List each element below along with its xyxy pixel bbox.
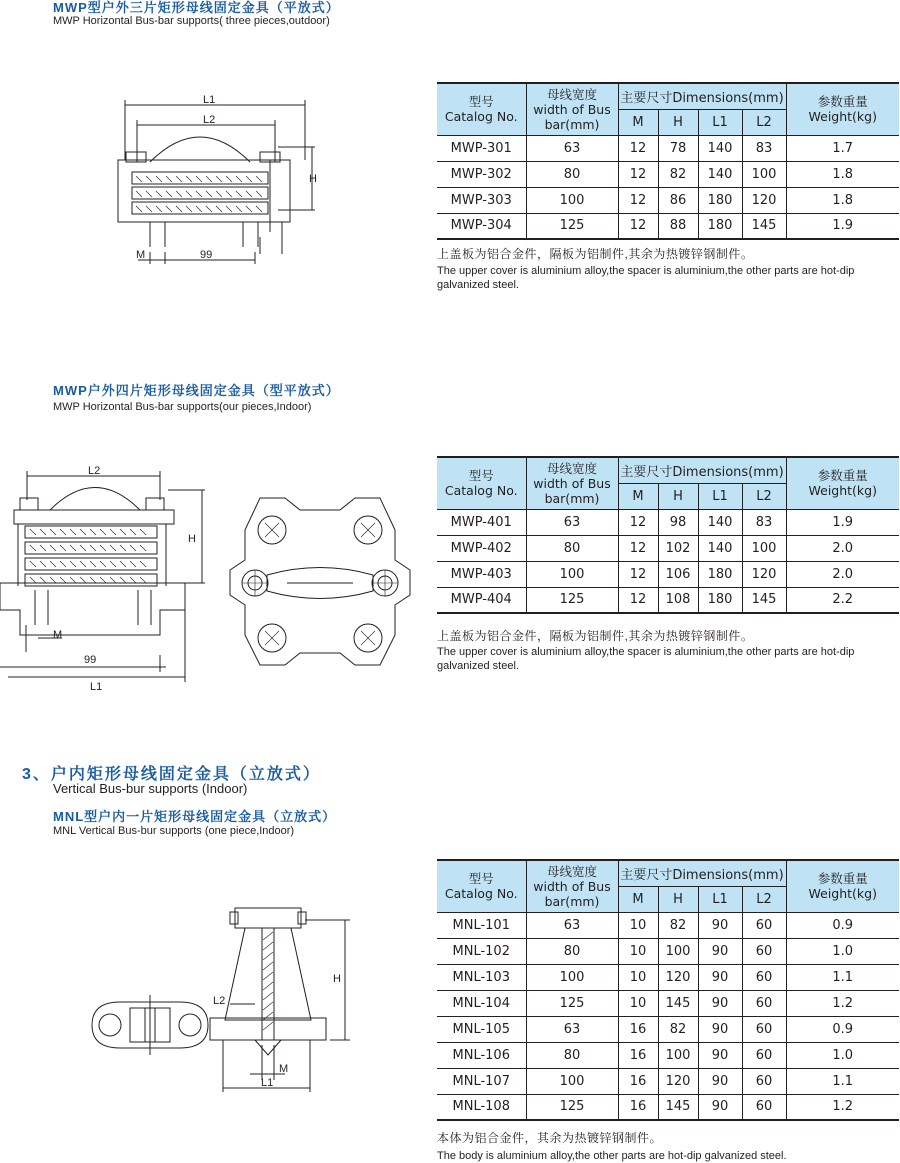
table-cell: 125	[526, 990, 618, 1016]
table-cell: 90	[698, 938, 742, 964]
section3-title-en: MNL Vertical Bus-bur supports (one piece,Indoor)	[53, 825, 295, 837]
table-cell: 1.8	[786, 187, 899, 213]
table-cell: 100	[526, 187, 618, 213]
table-cell: 80	[526, 535, 618, 561]
s2-dim-m: M	[53, 629, 63, 641]
table-cell: 90	[698, 912, 742, 938]
section2-title-cn: MWP户外四片矩形母线固定金具（型平放式）	[53, 383, 340, 398]
hdr-l2: L2	[742, 483, 786, 509]
section2-spec-table	[437, 456, 899, 614]
table-cell: 90	[698, 1094, 742, 1120]
table-row	[437, 964, 899, 990]
hdr-h: H	[658, 886, 698, 912]
section3-heading-en: Vertical Bus-bur supports (Indoor)	[53, 781, 248, 796]
hdr-dimensions: 主要尺寸Dimensions(mm)	[618, 83, 786, 109]
table-row	[437, 509, 899, 535]
table-cell: 80	[526, 1042, 618, 1068]
table-cell: MNL-106	[437, 1042, 526, 1068]
hdr-l2: L2	[742, 109, 786, 135]
table-row	[437, 161, 899, 187]
table-cell: 63	[526, 135, 618, 161]
hdr-dimensions: 主要尺寸Dimensions(mm)	[618, 457, 786, 483]
table-cell: 1.9	[786, 509, 899, 535]
table-cell: 1.2	[786, 1094, 899, 1120]
table-cell: 16	[618, 1094, 658, 1120]
section2-side-drawing	[0, 460, 215, 695]
hdr-catalog: 型号 Catalog No.	[437, 457, 526, 509]
table-cell: 12	[618, 561, 658, 587]
table-cell: 16	[618, 1068, 658, 1094]
table-cell: 80	[526, 161, 618, 187]
table-cell: 83	[742, 509, 786, 535]
table-cell: MWP-403	[437, 561, 526, 587]
table-cell: 10	[618, 938, 658, 964]
s1-dim-m: M	[136, 249, 146, 261]
table-cell: 60	[742, 938, 786, 964]
s2-dim-h: H	[188, 533, 196, 545]
hdr-l1: L1	[698, 109, 742, 135]
section1-note-cn: 上盖板为铝合金件，隔板为铝制件,其余为热镀锌钢制件。	[437, 247, 754, 261]
hdr-m: M	[618, 483, 658, 509]
table-row	[437, 561, 899, 587]
s1-dim-99: 99	[200, 249, 213, 261]
hdr-dimensions: 主要尺寸Dimensions(mm)	[618, 860, 786, 886]
table-cell: 12	[618, 187, 658, 213]
hdr-width: 母线宽度 width of Bus bar(mm)	[526, 860, 618, 912]
s3-dim-l1: L1	[261, 1077, 274, 1089]
table-cell: MNL-101	[437, 912, 526, 938]
table-cell: 108	[658, 587, 698, 613]
table-cell: 145	[658, 990, 698, 1016]
table-cell: MWP-301	[437, 135, 526, 161]
table-cell: 125	[526, 587, 618, 613]
table-cell: 180	[698, 587, 742, 613]
section2-note-en: The upper cover is aluminium alloy,the spacer is aluminium,the other parts are hot-dip galvanized steel.	[437, 646, 855, 672]
hdr-l1: L1	[698, 483, 742, 509]
table-cell: 2.0	[786, 561, 899, 587]
section3-heading-cn: 3、户内矩形母线固定金具（立放式）	[22, 766, 321, 783]
table-cell: 140	[698, 509, 742, 535]
table-cell: 100	[658, 1042, 698, 1068]
table-cell: 12	[618, 213, 658, 239]
table-cell: 2.2	[786, 587, 899, 613]
table-cell: 145	[742, 587, 786, 613]
table-cell: 10	[618, 964, 658, 990]
s3-dim-h: H	[333, 973, 341, 985]
table-cell: 125	[526, 1094, 618, 1120]
table-cell: MWP-302	[437, 161, 526, 187]
table-cell: 1.8	[786, 161, 899, 187]
table-cell: 82	[658, 161, 698, 187]
table-cell: MNL-108	[437, 1094, 526, 1120]
hdr-m: M	[618, 886, 658, 912]
s2-dim-l1: L1	[90, 681, 103, 693]
table-cell: 88	[658, 213, 698, 239]
section1-title-cn: MWP型户外三片矩形母线固定金具（平放式）	[53, 0, 340, 15]
table-cell: 83	[742, 135, 786, 161]
table-cell: 120	[742, 187, 786, 213]
s2-dim-99: 99	[84, 654, 97, 666]
table-cell: 2.0	[786, 535, 899, 561]
table-cell: 10	[618, 912, 658, 938]
table-cell: 12	[618, 509, 658, 535]
table-cell: MWP-303	[437, 187, 526, 213]
table-cell: 98	[658, 509, 698, 535]
table-cell: 60	[742, 1016, 786, 1042]
table-cell: 86	[658, 187, 698, 213]
table-cell: 145	[742, 213, 786, 239]
table-cell: 63	[526, 1016, 618, 1042]
table-cell: 60	[742, 990, 786, 1016]
table-cell: 78	[658, 135, 698, 161]
table-cell: MWP-401	[437, 509, 526, 535]
s2-dim-l2: L2	[88, 465, 101, 477]
table-cell: MWP-402	[437, 535, 526, 561]
section3-top-drawing	[90, 990, 210, 1060]
table-cell: 60	[742, 1042, 786, 1068]
table-cell: MWP-404	[437, 587, 526, 613]
section3-note-cn: 本体为铝合金件，其余为热镀锌钢制件。	[437, 1131, 663, 1145]
table-cell: 180	[698, 187, 742, 213]
table-cell: 1.7	[786, 135, 899, 161]
table-cell: 100	[526, 964, 618, 990]
table-cell: 82	[658, 912, 698, 938]
table-row	[437, 535, 899, 561]
section3-side-drawing	[205, 900, 355, 1098]
table-cell: 80	[526, 938, 618, 964]
table-cell: 106	[658, 561, 698, 587]
table-cell: 12	[618, 135, 658, 161]
table-cell: 12	[618, 535, 658, 561]
table-cell: 100	[742, 535, 786, 561]
table-cell: MNL-103	[437, 964, 526, 990]
table-cell: 0.9	[786, 912, 899, 938]
table-cell: MNL-107	[437, 1068, 526, 1094]
hdr-width: 母线宽度 width of Bus bar(mm)	[526, 83, 618, 135]
s1-dim-l2: L2	[203, 114, 216, 126]
table-row	[437, 213, 899, 239]
hdr-h: H	[658, 483, 698, 509]
table-cell: 90	[698, 1016, 742, 1042]
table-cell: 90	[698, 990, 742, 1016]
section1-drawing	[110, 92, 330, 268]
table-cell: 60	[742, 1068, 786, 1094]
hdr-catalog: 型号 Catalog No.	[437, 83, 526, 135]
table-row	[437, 587, 899, 613]
table-cell: 1.0	[786, 1042, 899, 1068]
table-cell: 0.9	[786, 1016, 899, 1042]
table-cell: 1.1	[786, 1068, 899, 1094]
table-row	[437, 990, 899, 1016]
table-cell: 12	[618, 161, 658, 187]
table-row	[437, 1068, 899, 1094]
table-row	[437, 135, 899, 161]
table-cell: 120	[658, 1068, 698, 1094]
table-row	[437, 1016, 899, 1042]
table-cell: 10	[618, 990, 658, 1016]
table-cell: 100	[526, 561, 618, 587]
section2-note-cn: 上盖板为铝合金件，隔板为铝制件,其余为热镀锌钢制件。	[437, 629, 754, 643]
section1-title-en: MWP Horizontal Bus-bar supports( three pieces,outdoor)	[53, 15, 330, 27]
hdr-weight: 参数重量 Weight(kg)	[786, 860, 899, 912]
table-cell: 100	[658, 938, 698, 964]
table-cell: 60	[742, 1094, 786, 1120]
hdr-weight: 参数重量 Weight(kg)	[786, 83, 899, 135]
table-cell: 125	[526, 213, 618, 239]
section3-spec-table	[437, 859, 899, 1121]
table-cell: 82	[658, 1016, 698, 1042]
table-cell: 140	[698, 135, 742, 161]
hdr-catalog: 型号 Catalog No.	[437, 860, 526, 912]
table-cell: 1.2	[786, 990, 899, 1016]
s3-dim-m: M	[279, 1063, 289, 1075]
s3-dim-l2: L2	[213, 995, 226, 1007]
table-cell: 16	[618, 1042, 658, 1068]
table-cell: 90	[698, 964, 742, 990]
s1-dim-l1: L1	[203, 94, 216, 106]
section2-title-en: MWP Horizontal Bus-bar supports(our pieces,Indoor)	[53, 401, 312, 413]
table-row	[437, 938, 899, 964]
table-row	[437, 1042, 899, 1068]
table-row	[437, 1094, 899, 1120]
table-cell: MWP-304	[437, 213, 526, 239]
table-cell: 16	[618, 1016, 658, 1042]
table-cell: 12	[618, 587, 658, 613]
table-cell: MNL-104	[437, 990, 526, 1016]
table-cell: 1.1	[786, 964, 899, 990]
table-cell: 60	[742, 912, 786, 938]
table-cell: 120	[658, 964, 698, 990]
table-cell: 180	[698, 213, 742, 239]
table-cell: MNL-105	[437, 1016, 526, 1042]
table-cell: 1.0	[786, 938, 899, 964]
table-cell: 1.9	[786, 213, 899, 239]
table-cell: 63	[526, 912, 618, 938]
hdr-width: 母线宽度 width of Bus bar(mm)	[526, 457, 618, 509]
section2-top-drawing	[225, 490, 415, 675]
s1-dim-h: H	[309, 173, 317, 185]
section1-note-en: The upper cover is aluminium alloy,the spacer is aluminium,the other parts are hot-dip galvanized steel.	[437, 265, 855, 291]
table-cell: 90	[698, 1042, 742, 1068]
table-row	[437, 912, 899, 938]
hdr-l2: L2	[742, 886, 786, 912]
table-cell: MNL-102	[437, 938, 526, 964]
section3-note-en: The body is aluminium alloy,the other parts are hot-dip galvanized steel.	[437, 1150, 787, 1162]
hdr-h: H	[658, 109, 698, 135]
table-cell: 180	[698, 561, 742, 587]
table-cell: 100	[742, 161, 786, 187]
hdr-m: M	[618, 109, 658, 135]
table-cell: 100	[526, 1068, 618, 1094]
table-cell: 120	[742, 561, 786, 587]
hdr-weight: 参数重量 Weight(kg)	[786, 457, 899, 509]
table-cell: 140	[698, 535, 742, 561]
table-cell: 63	[526, 509, 618, 535]
table-cell: 90	[698, 1068, 742, 1094]
section3-title-cn: MNL型户内一片矩形母线固定金具（立放式）	[53, 809, 337, 824]
table-cell: 145	[658, 1094, 698, 1120]
table-row	[437, 187, 899, 213]
section1-spec-table	[437, 82, 899, 240]
table-cell: 60	[742, 964, 786, 990]
table-cell: 140	[698, 161, 742, 187]
table-cell: 102	[658, 535, 698, 561]
hdr-l1: L1	[698, 886, 742, 912]
